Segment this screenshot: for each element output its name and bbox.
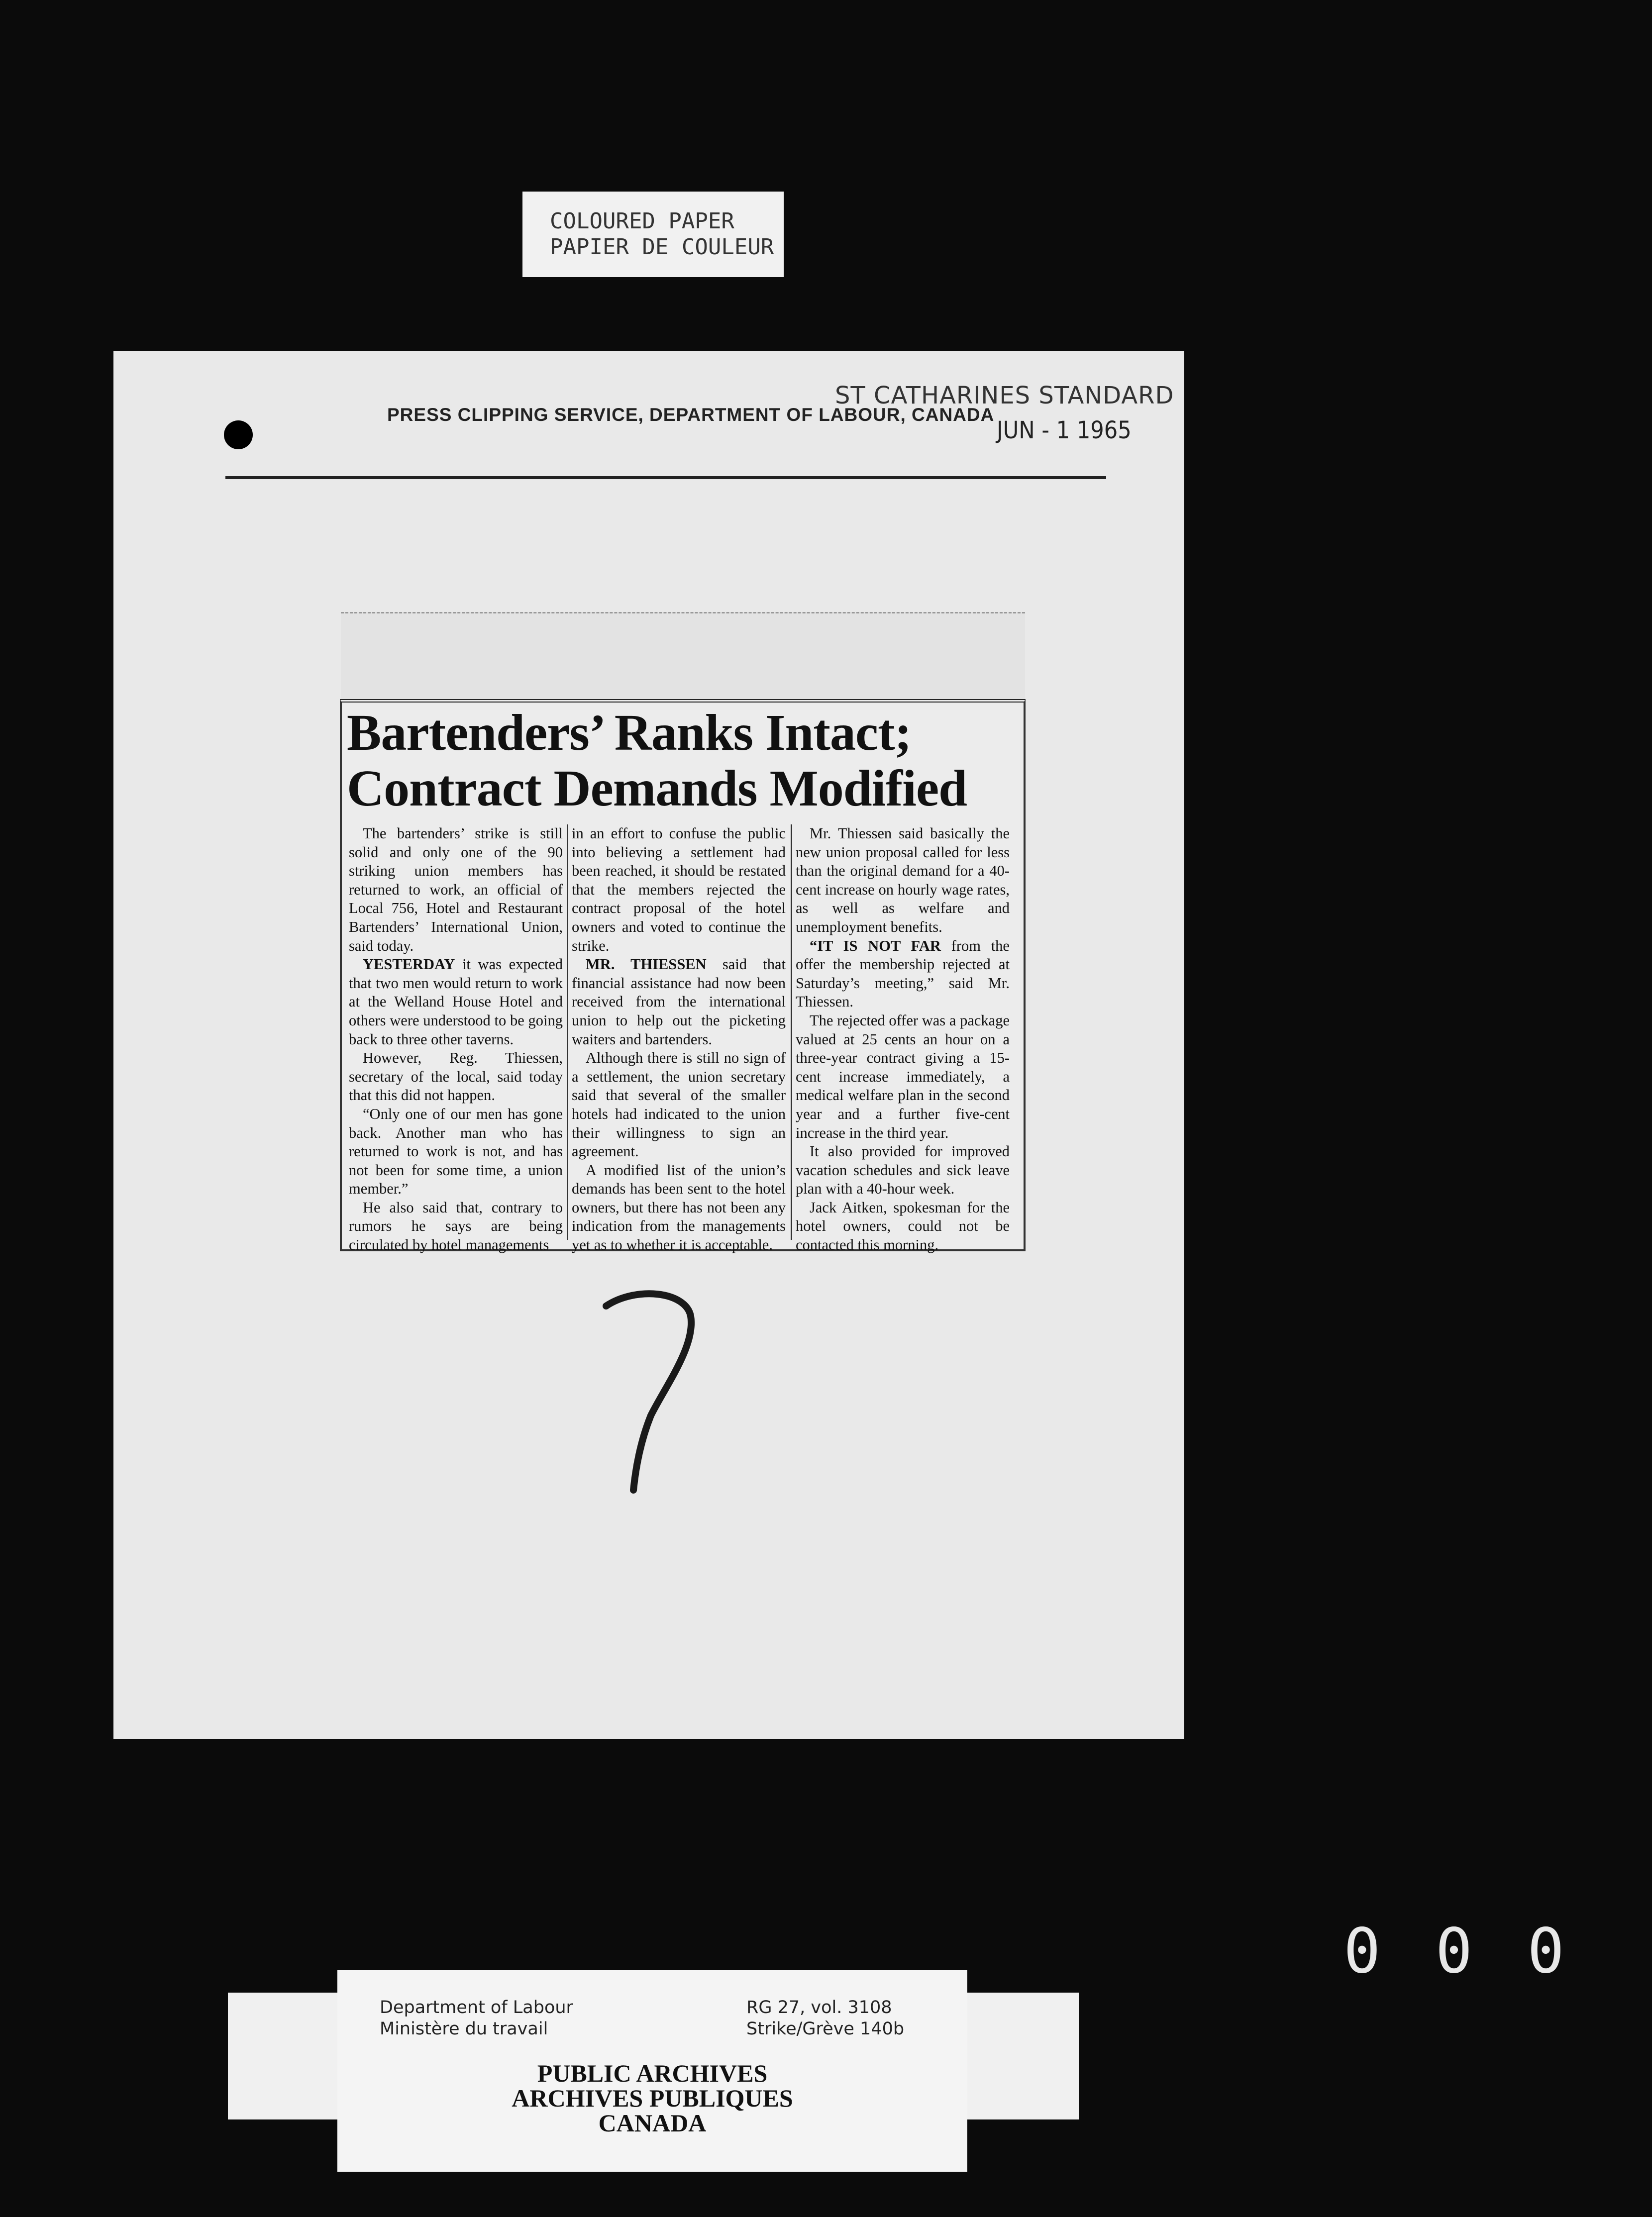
archives-name-fr: ARCHIVES PUBLIQUES bbox=[512, 2084, 793, 2112]
clipping-date-stamp: JUN - 1 1965 bbox=[997, 416, 1132, 444]
paragraph: YESTERDAY it was expected that two men would return to work at the Welland House Hotel and others were understood to be going back to three other taverns. bbox=[349, 956, 563, 1048]
clipping-mount-tab bbox=[341, 612, 1025, 703]
punch-hole bbox=[224, 420, 253, 449]
article-column-2 bbox=[572, 824, 786, 1255]
paragraph: The bartenders’ strike is still solid and only one of the 90 striking union members has returned to work, an official of Local 756, Hotel and Restaurant Bartenders’ International Union, said today. bbox=[349, 825, 563, 954]
paragraph: MR. THIESSEN said that financial assistance had now been received from the international union to help out the picketing waiters and bartenders. bbox=[572, 956, 786, 1048]
strike-file-reference: Strike/Grève 140b bbox=[746, 2019, 905, 2039]
clipping-service-header: PRESS CLIPPING SERVICE, DEPARTMENT OF LABOUR, CANADA bbox=[387, 404, 995, 425]
paragraph: It also provided for improved vacation schedules and sick leave plan with a 40-hour week. bbox=[796, 1143, 1010, 1198]
handwritten-pen-mark bbox=[591, 1286, 721, 1495]
paragraph-lead: “IT IS NOT FAR bbox=[810, 937, 941, 954]
newspaper-clipping bbox=[340, 699, 1026, 1254]
paragraph: Although there is still no sign of a settlement, the union secretary said that several of the smaller hotels had indicated to the union their willingness to sign an agreement. bbox=[572, 1049, 786, 1160]
archives-name-en: PUBLIC ARCHIVES bbox=[537, 2059, 768, 2087]
article-column-1 bbox=[349, 824, 563, 1255]
column-divider bbox=[567, 824, 568, 1240]
headline-line-1: Bartenders’ Ranks Intact; bbox=[347, 704, 912, 761]
paragraph: He also said that, contrary to rumors he says are being circulated by hotel managements bbox=[349, 1199, 563, 1254]
paragraph: Jack Aitken, spokesman for the hotel owners, could not be contacted this morning. bbox=[796, 1199, 1010, 1254]
frame-counter: 000 bbox=[1343, 1915, 1619, 1987]
column-divider bbox=[791, 824, 792, 1240]
clipping-page bbox=[113, 351, 1184, 1739]
label-line-en: COLOURED PAPER bbox=[550, 208, 734, 234]
paragraph: However, Reg. Thiessen, secretary of the local, said today that this did not happen. bbox=[349, 1049, 563, 1104]
header-divider bbox=[225, 476, 1106, 479]
paragraph-lead: YESTERDAY bbox=[363, 956, 455, 973]
paragraph: in an effort to confuse the public into believing a settlement had been reached, it should be restated that the members rejected the contract proposal of the hotel owners and voted to continue the strike. bbox=[572, 825, 786, 954]
article-column-3 bbox=[796, 824, 1010, 1255]
paragraph: The rejected offer was a package valued at 25 cents an hour on a three-year contract giving a 15-cent increase immediately, a medical welfare plan in the second year and a further five-cent increase in the third year. bbox=[796, 1011, 1010, 1141]
paragraph: Mr. Thiessen said basically the new union proposal called for less than the original demand for a 40-cent increase on hourly wage rates, as well as welfare and unemployment benefits. bbox=[796, 825, 1010, 935]
paragraph: A modified list of the union’s demands has been sent to the hotel owners, but there has not been any indication from the managements yet as to whether it is acceptable. bbox=[572, 1161, 786, 1254]
paragraph: “Only one of our men has gone back. Another man who has returned to work is not, and has not been for some time, a union member.” bbox=[349, 1105, 563, 1198]
archive-reference-card bbox=[337, 1970, 967, 2172]
department-name-en: Department of Labour bbox=[380, 1998, 573, 2017]
article-headline bbox=[347, 705, 1019, 816]
coloured-paper-label bbox=[522, 192, 784, 277]
paragraph: “IT IS NOT FAR from the offer the membership rejected at Saturday’s meeting,” said Mr. Thiessen. bbox=[796, 937, 1010, 1010]
headline-line-2: Contract Demands Modified bbox=[347, 760, 967, 817]
label-line-fr: PAPIER DE COULEUR bbox=[550, 234, 774, 260]
newspaper-name: ST CATHARINES STANDARD bbox=[835, 382, 1174, 409]
archives-country: CANADA bbox=[598, 2109, 707, 2137]
paragraph-lead: MR. THIESSEN bbox=[586, 956, 707, 973]
record-group-reference: RG 27, vol. 3108 bbox=[746, 1998, 892, 2017]
department-name-fr: Ministère du travail bbox=[380, 2019, 548, 2039]
